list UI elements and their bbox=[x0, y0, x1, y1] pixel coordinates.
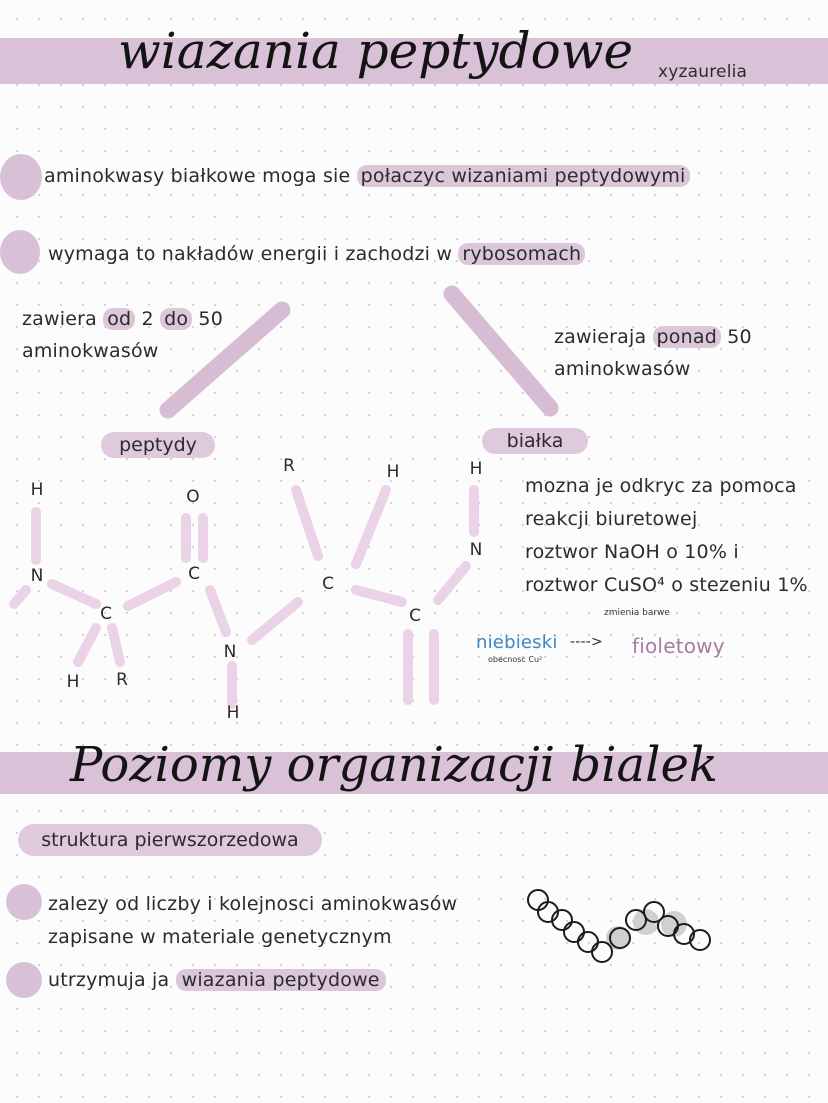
biuret-line-2: reakcji biuretowej bbox=[525, 508, 698, 530]
structure-text-line2: zapisane w materiale genetycznym bbox=[48, 926, 392, 948]
protein-definition-line2: aminokwasów bbox=[554, 358, 691, 380]
text-part: zawieraja bbox=[554, 326, 653, 348]
atom-h: H bbox=[30, 480, 44, 500]
bond-line bbox=[438, 566, 466, 600]
biuret-line-3: roztwor NaOH o 10% i bbox=[525, 541, 739, 563]
atom-c: C bbox=[188, 564, 200, 584]
atom-o: O bbox=[186, 487, 200, 507]
bond-line bbox=[210, 590, 226, 632]
atom-h: H bbox=[66, 672, 80, 692]
atom-h: H bbox=[469, 459, 483, 479]
bond-line bbox=[356, 490, 386, 564]
biuret-line-1: mozna je odkryc za pomoca bbox=[525, 475, 797, 497]
atom-n: N bbox=[469, 540, 483, 560]
structure-text-line1: zalezy od liczby i kolejnosci aminokwasów bbox=[48, 893, 458, 915]
bond-line bbox=[52, 584, 96, 604]
branch-line-left bbox=[168, 310, 282, 410]
color-to: fioletowy bbox=[632, 634, 725, 658]
bullet-text-plain: wymaga to nakładów energii i zachodzi w bbox=[48, 243, 459, 265]
branch-line-right bbox=[452, 294, 550, 408]
atom-n: N bbox=[223, 642, 237, 662]
highlight-text: do bbox=[160, 308, 192, 330]
arrow-text: ----> bbox=[570, 634, 603, 650]
bullet-text bbox=[48, 969, 386, 991]
bullet-dot bbox=[6, 962, 42, 998]
atom-h: H bbox=[386, 462, 400, 482]
atom-h: H bbox=[226, 703, 240, 723]
text-part: 50 bbox=[720, 326, 752, 348]
bond-line bbox=[296, 490, 318, 556]
bond-line bbox=[78, 628, 96, 662]
atom-n: N bbox=[30, 566, 44, 586]
bond-line bbox=[14, 590, 26, 604]
highlight-text: rybosomach bbox=[458, 243, 585, 265]
bead-chain-illustration bbox=[528, 890, 710, 962]
highlight-text: ponad bbox=[653, 326, 721, 348]
highlight-text: od bbox=[103, 308, 135, 330]
color-change-label: zmienia barwe bbox=[604, 608, 670, 618]
author-tag: xyzaurelia bbox=[658, 62, 748, 82]
bullet-text-plain: utrzymuja ja bbox=[48, 969, 176, 991]
atom-r: R bbox=[116, 670, 128, 690]
section-title: Poziomy organizacji bialek bbox=[70, 737, 718, 793]
atom-c: C bbox=[322, 574, 334, 594]
peptide-label: peptydy bbox=[101, 432, 215, 458]
bond-line bbox=[252, 602, 298, 640]
highlight-text: wiazania peptydowe bbox=[176, 969, 386, 991]
page-title: wiazania peptydowe bbox=[118, 22, 634, 80]
subtitle-pill: struktura pierwszorzedowa bbox=[18, 824, 322, 856]
color-from: niebieski bbox=[476, 632, 558, 653]
bond-line bbox=[128, 582, 176, 606]
highlight-text: połaczyc wizaniami peptydowymi bbox=[357, 165, 690, 187]
atom-c: C bbox=[100, 604, 112, 624]
bond-line bbox=[356, 590, 402, 602]
text-part: 2 bbox=[135, 308, 161, 330]
peptide-definition-line2: aminokwasów bbox=[22, 340, 159, 362]
atom-r: R bbox=[283, 456, 295, 476]
bullet-dot bbox=[6, 884, 42, 920]
protein-label: białka bbox=[482, 428, 588, 454]
atom-c: C bbox=[409, 606, 421, 626]
text-part: 50 bbox=[192, 308, 224, 330]
color-from-note: obecnosc Cu² bbox=[488, 655, 543, 664]
text-part: zawiera bbox=[22, 308, 104, 330]
bullet-text-plain: aminokwasy białkowe moga sie bbox=[44, 165, 357, 187]
bond-line bbox=[112, 628, 120, 662]
biuret-line-4: roztwor CuSO⁴ o stezeniu 1% bbox=[525, 574, 808, 596]
